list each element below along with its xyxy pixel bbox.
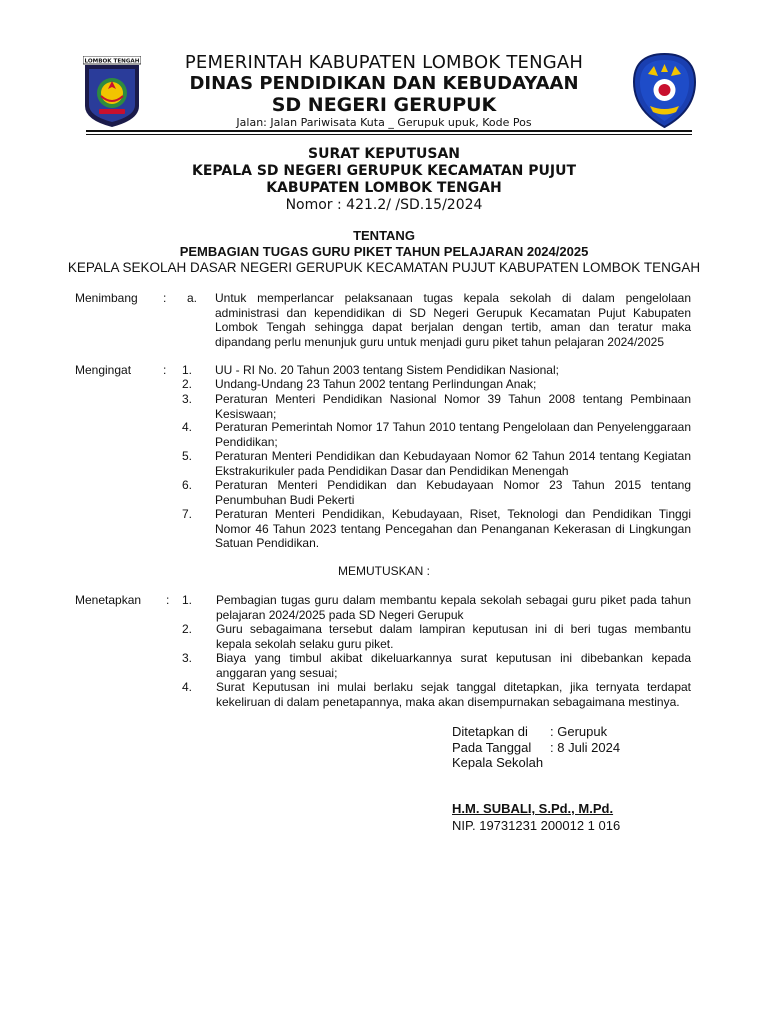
signature-date-value: : 8 Juli 2024	[550, 740, 621, 755]
mengingat-number: 7.	[181, 507, 192, 521]
menetapkan-number: 1.	[181, 593, 192, 607]
menetapkan-item: Guru sebagaimana tersebut dalam lampiran keputusan ini di beri tugas membantu kepala sekolah selaku guru piket.	[216, 622, 691, 651]
menimbang-marker: a.	[187, 291, 198, 305]
signatory-nip: NIP. 19731231 200012 1 016	[452, 818, 621, 833]
mengingat-number: 3.	[181, 392, 192, 406]
menetapkan-colon: :	[166, 593, 170, 607]
doc-title-issuer: KEPALA SD NEGERI GERUPUK KECAMATAN PUJUT	[191, 163, 577, 179]
mengingat-item: Peraturan Menteri Pendidikan, Kebudayaan, Riset, Teknologi dan Pendidikan Tinggi Nomor 46 Tahun 2023 tentang Pencegahan dan Penanganan Kekerasan di Lingkungan Satuan Pendidikan.	[215, 507, 691, 550]
mengingat-item: UU - RI No. 20 Tahun 2003 tentang Sistem Pendidikan Nasional;	[215, 363, 559, 377]
mengingat-colon: :	[163, 363, 167, 377]
doc-title: SURAT KEPUTUSAN	[308, 146, 460, 162]
doc-title-region: KABUPATEN LOMBOK TENGAH	[266, 180, 502, 196]
mengingat-item: Peraturan Menteri Pendidikan Nasional Nomor 39 Tahun 2008 tentang Pembinaan Kesiswaan;	[215, 392, 691, 421]
menetapkan-label: Menetapkan	[75, 593, 142, 607]
logo-caption: LOMBOK TENGAH	[84, 58, 140, 65]
mengingat-number: 5.	[181, 449, 192, 463]
mengingat-item: Peraturan Menteri Pendidikan dan Kebudayaan Nomor 62 Tahun 2014 tentang Kegiatan Ekstrakurikuler pada Pendidikan Dasar dan Pendidikan Menengah	[215, 449, 691, 478]
menimbang-text: Untuk memperlancar pelaksanaan tugas kepala sekolah di dalam pengelolaan administrasi dan kependidikan di SD Negeri Gerupuk Kecamatan Pujut Kabupaten Lombok Tengah sehingga dapat berjalan dengan tertib, aman dan teratur maka dipandang perlu menunjuk guru untuk menjadi guru piket tahun pelajaran 2024/2025	[215, 291, 691, 349]
signature-date-label: Pada Tanggal	[452, 740, 532, 755]
mengingat-item: Peraturan Menteri Pendidikan dan Kebudayaan Nomor 23 Tahun 2015 tentang Penumbuhan Budi Pekerti	[215, 478, 691, 507]
signature-place-label: Ditetapkan di	[452, 724, 528, 739]
mengingat-number: 4.	[181, 420, 192, 434]
mengingat-item: Undang-Undang 23 Tahun 2002 tentang Perlindungan Anak;	[215, 377, 537, 391]
mengingat-item: Peraturan Pemerintah Nomor 17 Tahun 2010 tentang Pengelolaan dan Penyelenggaraan Pendidikan;	[215, 420, 691, 449]
doc-number: Nomor : 421.2/ /SD.15/2024	[285, 197, 483, 213]
menimbang-colon: :	[163, 291, 167, 305]
mengingat-number: 2.	[181, 377, 192, 391]
signature-role: Kepala Sekolah	[452, 755, 544, 770]
letterhead-school: SD NEGERI GERUPUK	[271, 94, 497, 116]
tentang-subject: PEMBAGIAN TUGAS GURU PIKET TAHUN PELAJARAN 2024/2025	[179, 244, 589, 259]
menimbang-label: Menimbang	[75, 291, 138, 305]
menetapkan-number: 3.	[181, 651, 192, 665]
letterhead-rule-thick	[86, 130, 692, 132]
mengingat-label: Mengingat	[75, 363, 132, 377]
menetapkan-item: Surat Keputusan ini mulai berlaku sejak tanggal ditetapkan, jika ternyata terdapat kekeliruan di dalam penetapannya, maka akan disempurnakan sebagaimana mestinya.	[216, 680, 691, 709]
menetapkan-item: Biaya yang timbul akibat dikeluarkannya surat keputusan ini dibebankan kepada anggaran yang sesuai;	[216, 651, 691, 680]
tentang-issuer: KEPALA SEKOLAH DASAR NEGERI GERUPUK KECAMATAN PUJUT KABUPATEN LOMBOK TENGAH	[67, 260, 701, 275]
memutuskan-heading: MEMUTUSKAN :	[337, 564, 430, 578]
menetapkan-item: Pembagian tugas guru dalam membantu kepala sekolah sebagai guru piket pada tahun pelajaran 2024/2025 pada SD Negeri Gerupuk	[216, 593, 691, 622]
mengingat-number: 1.	[181, 363, 192, 377]
mengingat-number: 6.	[181, 478, 192, 492]
letterhead-address: Jalan: Jalan Pariwisata Kuta _ Gerupuk upuk, Kode Pos	[236, 116, 532, 129]
menetapkan-number: 4.	[181, 680, 192, 694]
tentang-label: TENTANG	[353, 228, 415, 243]
letterhead-government: PEMERINTAH KABUPATEN LOMBOK TENGAH	[184, 52, 584, 73]
letterhead-rule-thin	[86, 134, 692, 135]
signature-place-value: : Gerupuk	[550, 724, 608, 739]
letterhead-agency: DINAS PENDIDIKAN DAN KEBUDAYAAN	[189, 73, 579, 94]
signatory-name: H.M. SUBALI, S.Pd., M.Pd.	[452, 801, 614, 816]
menetapkan-number: 2.	[181, 622, 192, 636]
